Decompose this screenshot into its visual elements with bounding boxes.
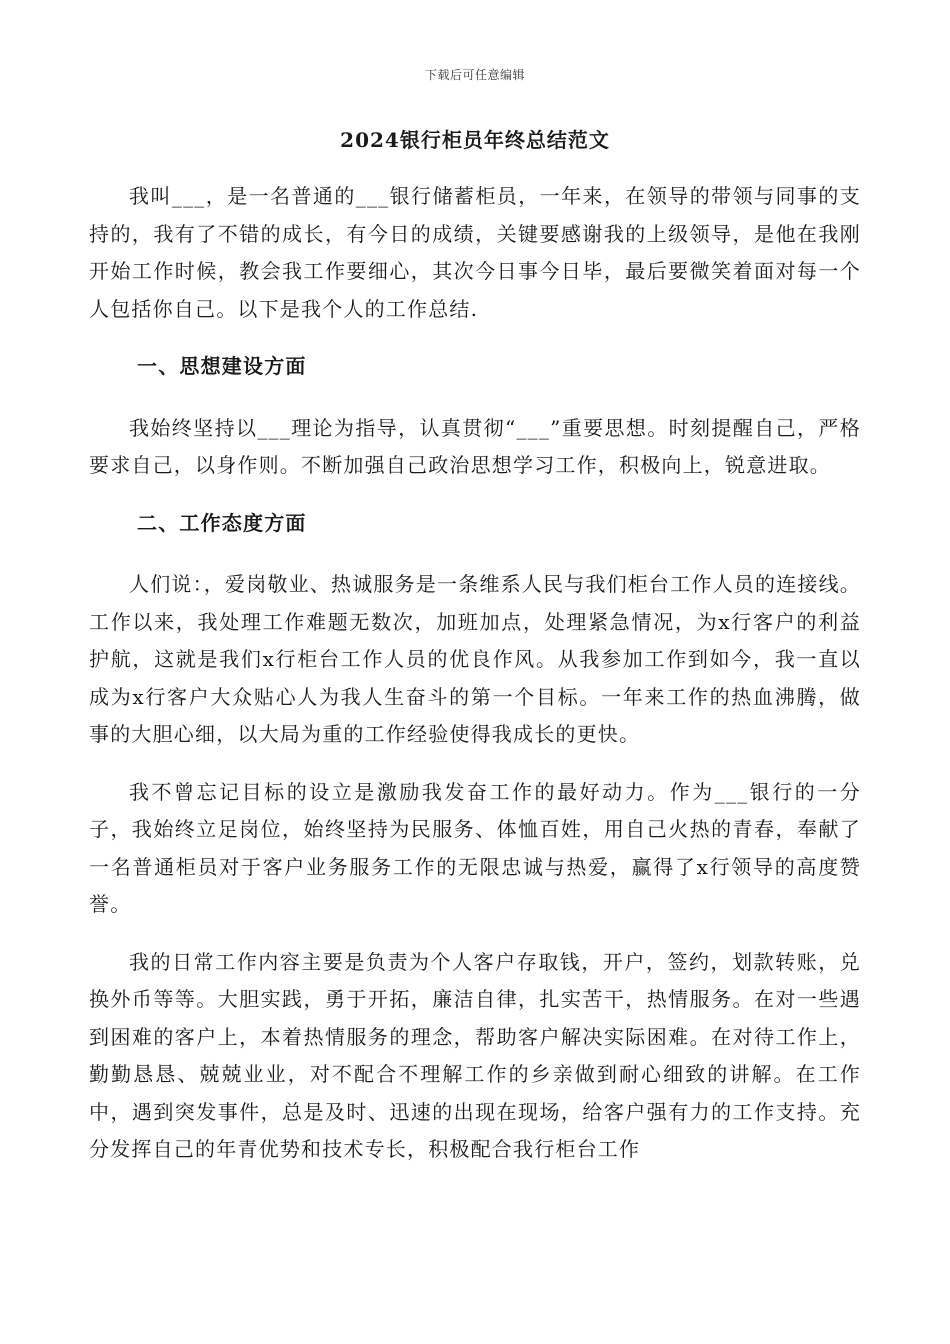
intro-paragraph: 我叫___，是一名普通的___银行储蓄柜员，一年来，在领导的带领与同事的支持的，我有了不错的成长，有今日的成绩，关键要感谢我的上级领导，是他在我刚开始工作时候，教会我工作要细心，其次今日事今日毕，最后要微笑着面对每一个人包括你自己。以下是我个人的工作总结. xyxy=(89,184,861,321)
document-body xyxy=(89,178,861,1189)
section-heading-attitude: 二、工作态度方面 xyxy=(137,510,307,535)
header-note: 下载后可任意编辑 xyxy=(424,68,525,82)
section-heading-ideology: 一、思想建设方面 xyxy=(137,354,307,378)
document-title: 2024银行柜员年终总结范文 xyxy=(340,128,610,152)
attitude-paragraph-3: 我的日常工作内容主要是负责为个人客户存取钱，开户，签约，划款转账，兑换外币等等。大胆实践，勇于开拓，廉洁自律，扎实苦干，热情服务。在对一些遇到困难的客户上，本着热情服务的理念，帮助客户解决实际困难。在对待工作上，勤勤恳恳、兢兢业业，对不配合不理解工作的乡亲做到耐心细致的讲解。在工作中，遇到突发事件，总是及时、迅速的出现在现场，给客户强有力的工作支持。充分发挥自己的年青优势和技术专长，积极配合我行柜台工作 xyxy=(89,949,861,1161)
attitude-paragraph-2: 我不曾忘记目标的设立是激励我发奋工作的最好动力。作为___银行的一分子，我始终立足岗位，始终坚持为民服务、体恤百姓，用自己火热的青春，奉献了一名普通柜员对于客户业务服务工作的无限忠诚与热爱，赢得了x行领导的高度赞誉。 xyxy=(89,779,861,916)
ideology-paragraph: 我始终坚持以___理论为指导，认真贯彻“___”重要思想。时刻提醒自己，严格要求自己，以身作则。不断加强自己政治思想学习工作，积极向上，锐意进取。 xyxy=(89,415,861,477)
attitude-paragraph-1: 人们说：，爱岗敬业、热诚服务是一条维系人民与我们柜台工作人员的连接线。工作以来，我处理工作难题无数次，加班加点，处理紧急情况，为x行客户的利益护航，这就是我们x行柜台工作人员的优良作风。从我参加工作到如今，我一直以成为x行客户大众贴心人为我人生奋斗的第一个目标。一年来工作的热血沸腾，做事的大胆心细，以大局为重的工作经验使得我成长的更快。 xyxy=(89,572,861,746)
